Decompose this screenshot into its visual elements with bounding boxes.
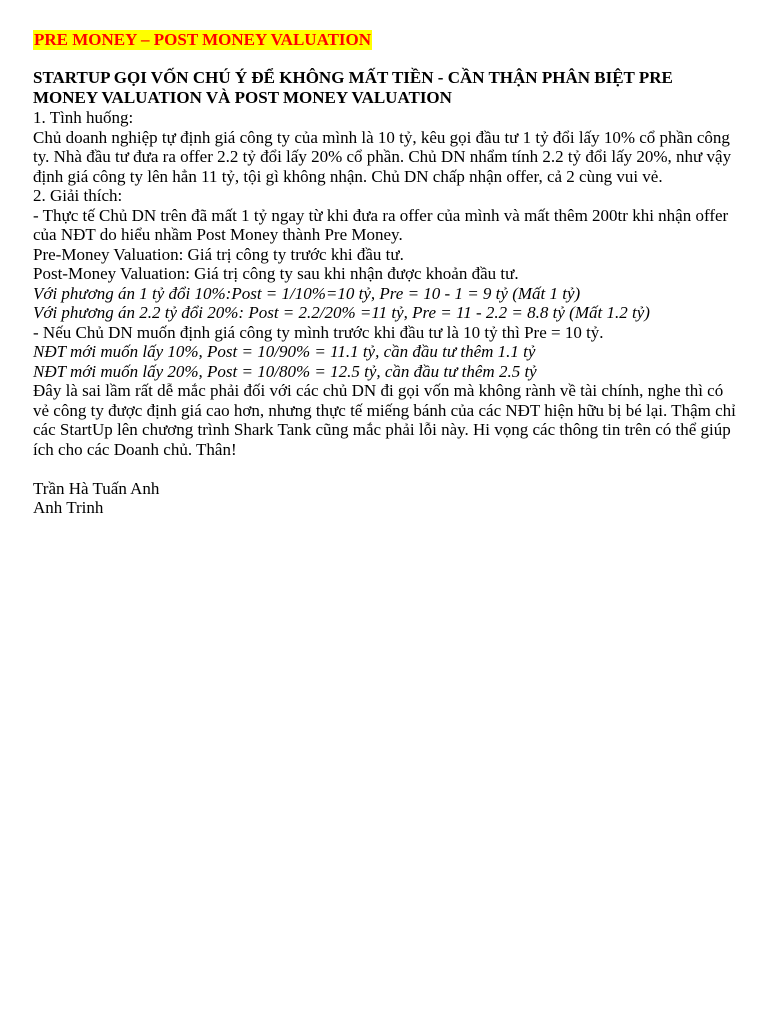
explanation-conclusion: Đây là sai lầm rất dễ mắc phải đối với các chủ DN đi gọi vốn mà không rành về tài chính, nghe thì có vẻ công ty được định giá cao hơn, nhưng thực tế miếng bánh của các NĐT hiện hữu bị bé lại. Thậm chỉ các StartUp lên chương trình Shark Tank cũng mắc phải lỗi này. Hi vọng các thông tin trên có thể giúp ích cho các Doanh chủ. Thân! bbox=[33, 381, 736, 459]
section1-body: Chủ doanh nghiệp tự định giá công ty của mình là 10 tỷ, kêu gọi đầu tư 1 tỷ đổi lấy 10% cổ phần công ty. Nhà đầu tư đưa ra offer 2.2 tỷ đổi lấy 20% cổ phần. Chủ DN nhẩm tính 2.2 tỷ đổi lấy 20%, như vậy định giá công ty lên hẳn 11 tỷ, tội gì không nhận. Chủ DN chấp nhận offer, cả 2 cùng vui vẻ. bbox=[33, 127, 732, 186]
signature-author: Trần Hà Tuấn Anh bbox=[33, 478, 160, 498]
explanation-formula: Với phương án 1 tỷ đổi 10%:Post = 1/10%=10 tỷ, Pre = 10 - 1 = 9 tỷ (Mất 1 tỷ) bbox=[33, 283, 581, 303]
spacer bbox=[33, 459, 738, 479]
explanation-line: - Thực tế Chủ DN trên đã mất 1 tỷ ngay từ khi đưa ra offer của mình và mất thêm 200tr khi nhận offer của NĐT do hiểu nhầm Post Money thành Pre Money. bbox=[33, 205, 729, 244]
signature-author: Anh Trinh bbox=[33, 498, 104, 517]
explanation-line: Post-Money Valuation: Giá trị công ty sau khi nhận được khoản đầu tư. bbox=[33, 264, 519, 283]
explanation-line: Pre-Money Valuation: Giá trị công ty trước khi đầu tư. bbox=[33, 244, 404, 264]
section1-heading: 1. Tình huống: bbox=[33, 108, 134, 127]
explanation-formula: NĐT mới muốn lấy 10%, Post = 10/90% = 11.1 tỷ, cần đầu tư thêm 1.1 tỷ bbox=[33, 342, 536, 361]
explanation-formula: NĐT mới muốn lấy 20%, Post = 10/80% = 12.5 tỷ, cần đầu tư thêm 2.5 tỷ bbox=[33, 361, 537, 381]
section2-heading: 2. Giải thích: bbox=[33, 186, 123, 205]
article-subtitle: STARTUP GỌI VỐN CHÚ Ý ĐỂ KHÔNG MẤT TIỀN - CẦN THẬN PHÂN BIỆT PRE MONEY VALUATION VÀ POST MONEY VALUATION bbox=[33, 68, 673, 107]
explanation-formula: Với phương án 2.2 tỷ đổi 20%: Post = 2.2/20% =11 tỷ, Pre = 11 - 2.2 = 8.8 tỷ (Mất 1.2 tỷ) bbox=[33, 303, 650, 322]
page-title: PRE MONEY – POST MONEY VALUATION bbox=[34, 30, 372, 49]
explanation-line: - Nếu Chủ DN muốn định giá công ty mình trước khi đầu tư là 10 tỷ thì Pre = 10 tỷ. bbox=[33, 322, 604, 342]
